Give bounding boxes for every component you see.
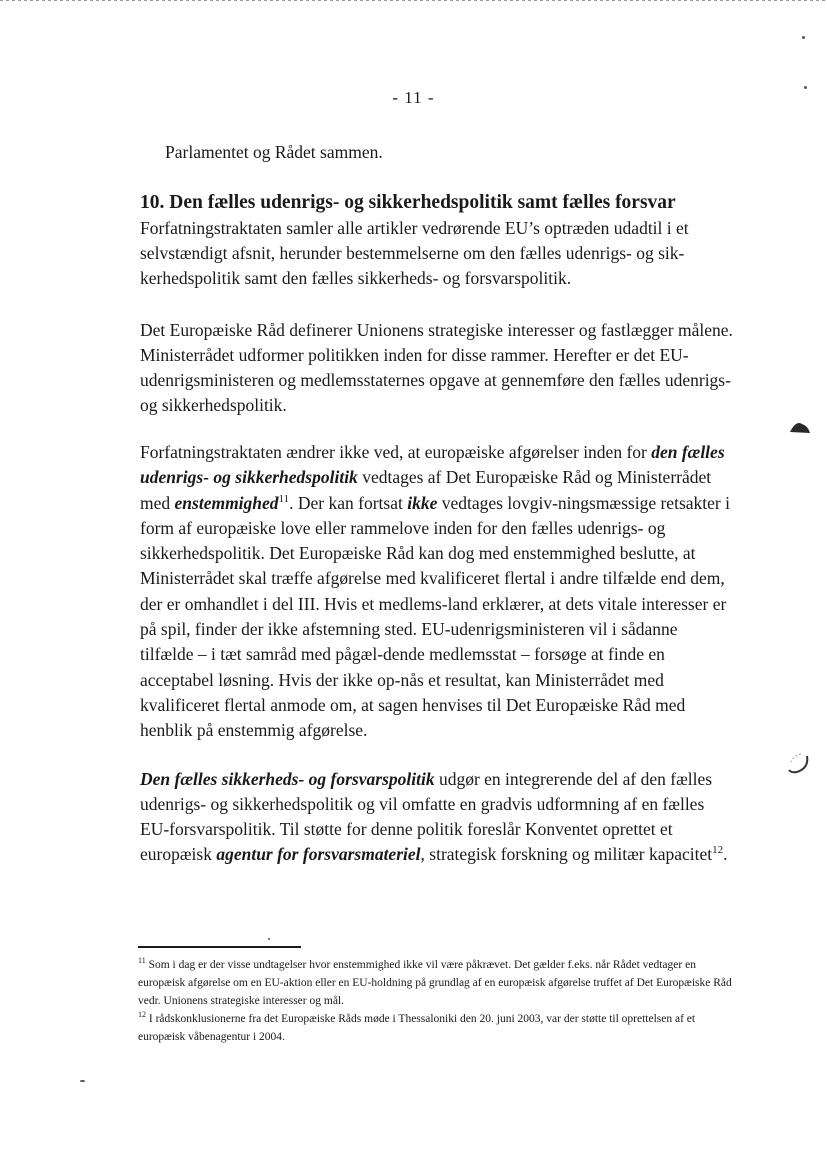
paragraph-1: Forfatningstraktaten samler alle artikler vedrørende EU’s optræden udadtil i et selvstændigt afsnit, herunder bestemmelserne om den fælles udenrigs- og sik-kerhedspolitik samt den fælles sikkerheds- og forsvarspolitik. xyxy=(140,218,689,288)
scan-artifact-mark xyxy=(788,420,812,434)
paragraph-4-text-1: udgør en integrerende del af den fælles udenrigs- og sikkerhedspolitik og vil omfatte en gradvis udformning af en fælles EU-forsvarspolitik. Til støtte for denne politik foreslår Konventet oprettet et europæisk xyxy=(140,769,713,864)
footnote-text-12: I rådskonklusionerne fra det Europæiske Råds møde i Thessaloniki den 20. juni 2003, var der støtte til oprettelsen af et europæisk våbenagentur i 2004. xyxy=(138,1013,696,1043)
paragraph-4-text-2: , strategisk forskning og militær kapacitet xyxy=(420,844,713,864)
footnote-ref-11: 11 xyxy=(278,492,290,505)
paragraph-3-text-4: vedtages lovgiv-ningsmæssige retsakter i form af europæiske love eller rammelove inden for den fælles udenrigs- og sikkerhedspolitik. Det Europæiske Råd kan dog med enstemmighed beslutte, at Ministerrådet skal træffe afgørelse med kvalificeret flertal i andre tilfælde end dem, der er omhandlet i del III. Hvis et medlems-land erklærer, at dets vitale interesser er på spil, finder der ikke afstemning sted. EU-udenrigsministeren vil i sådanne tilfælde – i tæt samråd med pågæl-dende medlemsstat – forsøge at finde en acceptabel løsning. Hvis der ikke op-nås et resultat, kan Ministerrådet med kvalificeret flertal anmode om, at sagen henvises til Det Europæiske Råd med henblik på enstemmig afgørelse. xyxy=(140,492,730,741)
scan-edge-line xyxy=(0,0,827,1)
scan-speck xyxy=(268,938,270,940)
footnote-11 xyxy=(138,956,738,1010)
paragraph-3 xyxy=(140,440,735,744)
paragraph-3-text-2: vedtages af Det Europæiske Råd og Ministerrådet med xyxy=(140,467,712,513)
emphasis-defence-agency: agentur for forsvarsmateriel xyxy=(216,844,421,864)
emphasis-security-defence-policy: Den fælles sikkerheds- og forsvarspolitik xyxy=(140,769,435,789)
paragraph-3-text-1: Forfatningstraktaten ændrer ikke ved, at europæiske afgørelser inden for xyxy=(140,442,652,462)
page-number: - 11 - xyxy=(392,88,435,107)
paragraph-4-text-3: . xyxy=(723,844,728,864)
emphasis-unanimity: enstemmighed xyxy=(174,492,279,513)
paragraph-2: Det Europæiske Råd definerer Unionens strategiske interesser og fastlægger målene. Ministerrådet udformer politikken inden for disse rammer. Herefter er det EU-udenrigsministeren og medlemsstaternes opgave at gennemføre den fælles udenrigs- og sikkerhedspolitik. xyxy=(140,320,733,415)
footnotes xyxy=(138,956,738,1046)
section-title: 10. Den fælles udenrigs- og sikkerhedspolitik samt fælles forsvar xyxy=(140,192,676,213)
footnote-number-11: 11 xyxy=(138,956,146,966)
paragraph-4 xyxy=(140,767,735,867)
footnote-number-12: 12 xyxy=(138,1010,146,1020)
scan-speck xyxy=(804,86,807,89)
scan-artifact-ring xyxy=(787,752,811,776)
footnote-ref-12: 12 xyxy=(712,844,724,857)
footnote-separator xyxy=(138,946,301,948)
paragraph-3-text-3: . Der kan fortsat xyxy=(289,492,408,513)
emphasis-not: ikke xyxy=(407,492,438,513)
continuation-text: Parlamentet og Rådet sammen. xyxy=(165,142,383,162)
scan-speck xyxy=(80,1080,85,1082)
footnote-text-11: Som i dag er der visse undtagelser hvor enstemmighed ikke vil være påkrævet. Det gælder f.eks. når Rådet vedtager en europæisk afgørelse om en EU-aktion eller en EU-holdning på grundlag af en europæisk afgørelse truffet af Det Europæiske Råd vedr. Unionens strategiske interesser og mål. xyxy=(138,959,732,1007)
footnote-12 xyxy=(138,1010,738,1046)
scan-speck xyxy=(802,36,805,39)
emphasis-cfsp: den fælles udenrigs- og sikkerhedspolitik xyxy=(140,442,725,488)
